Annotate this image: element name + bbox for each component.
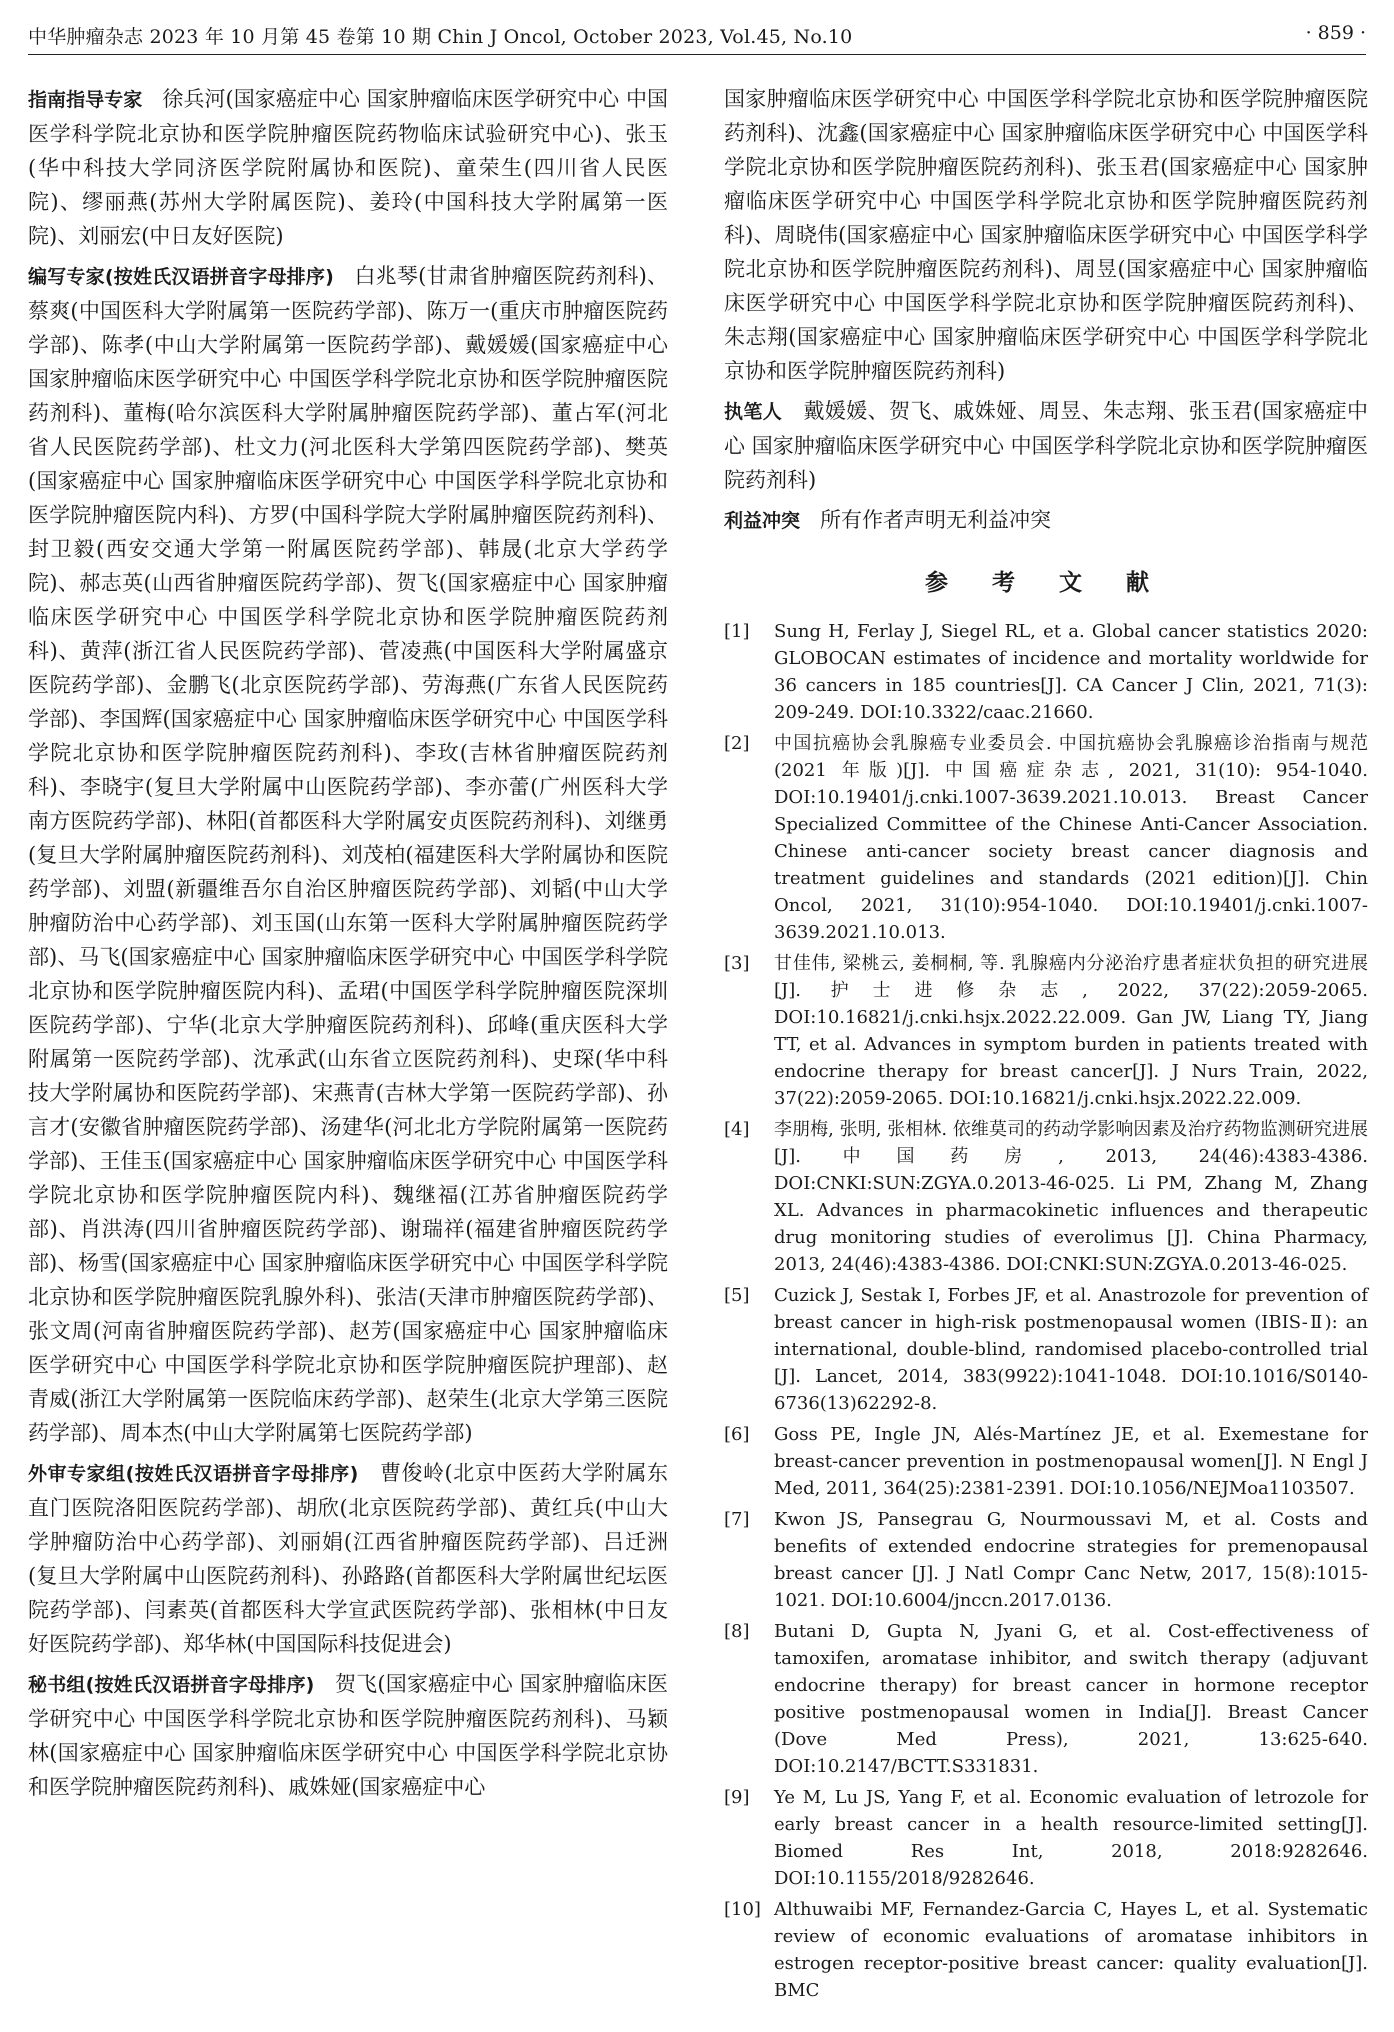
guide-experts-text: 徐兵河(国家癌症中心 国家肿瘤临床医学研究中心 中国医学科学院北京协和医学院肿瘤医院药物临床试验研究中心)、张玉(华中科技大学同济医学院附属协和医院)、童荣生(四川省人民医院)、缪丽燕(苏州大学附属医院)、姜玲(中国科技大学附属第一医院)、刘丽宏(中日友好医院): [28, 87, 668, 248]
secretaries-text-left: 贺飞(国家癌症中心 国家肿瘤临床医学研究中心 中国医学科学院北京协和医学院肿瘤医院药剂科)、马颖林(国家癌症中心 国家肿瘤临床医学研究中心 中国医学科学院北京协和医学院肿瘤医院药剂科)、戚姝娅(国家癌症中心: [28, 1672, 668, 1799]
conflict-text: 所有作者声明无利益冲突: [820, 508, 1052, 532]
secretaries-continued: [724, 82, 1368, 388]
conflict-paragraph: [724, 503, 1368, 538]
page-number: · 859 ·: [1305, 22, 1366, 44]
reference-item: [724, 1618, 1368, 1780]
reference-item: [724, 1784, 1368, 1892]
reference-text: Ye M, Lu JS, Yang F, et al. Economic evaluation of letrozole for early breast cancer in a health resource-limited setting[J]. Biomed Res Int, 2018, 2018:9282646. DOI:10.1155/2018/9282646.: [774, 1787, 1368, 1889]
review-experts-label: 外审专家组(按姓氏汉语拼音字母排序): [28, 1463, 359, 1485]
reference-number: [10]: [724, 1899, 761, 1920]
writers-paragraph: [724, 394, 1368, 497]
reference-text: 中国抗癌协会乳腺癌专业委员会. 中国抗癌协会乳腺癌诊治指南与规范(2021 年版)[J]. 中国癌症杂志, 2021, 31(10): 954-1040. DOI:10.19401/j.cnki.1007-3639.2021.10.013. Breast Cancer Specialized Committee of the Chinese Anti-Cancer Association. Chinese anti-cancer society breast cancer diagnosis and treatment guidelines and standards (2021 edition)[J]. Chin Oncol, 2021, 31(10):954-1040. DOI:10.19401/j.cnki.1007-3639.2021.10.013.: [774, 733, 1368, 943]
references-title: 参 考 文 献: [924, 570, 1168, 596]
reference-item: [724, 618, 1368, 726]
writing-experts-label: 编写专家(按姓氏汉语拼音字母排序): [28, 266, 334, 288]
reference-item: [724, 950, 1368, 1112]
reference-text: Butani D, Gupta N, Jyani G, et al. Cost-effectiveness of tamoxifen, aromatase inhibitor, and switch therapy (adjuvant endocrine therapy) for breast cancer in hormone receptor positive postmenopausal women in India[J]. Breast Cancer (Dove Med Press), 2021, 13:625-640. DOI:10.2147/BCTT.S331831.: [774, 1621, 1368, 1777]
references-list: [724, 618, 1368, 2004]
reference-number: [9]: [724, 1787, 750, 1808]
writing-experts-text: 白兆琴(甘肃省肿瘤医院药剂科)、蔡爽(中国医科大学附属第一医院药学部)、陈万一(重庆市肿瘤医院药学部)、陈孝(中山大学附属第一医院药学部)、戴媛媛(国家癌症中心 国家肿瘤临床医学研究中心 中国医学科学院北京协和医学院肿瘤医院药剂科)、董梅(哈尔滨医科大学附属肿瘤医院药学部)、董占军(河北省人民医院药学部)、杜文力(河北医科大学第四医院药学部)、樊英(国家癌症中心 国家肿瘤临床医学研究中心 中国医学科学院北京协和医学院肿瘤医院内科)、方罗(中国科学院大学附属肿瘤医院药剂科)、封卫毅(西安交通大学第一附属医院药学部)、韩晟(北京大学药学院)、郝志英(山西省肿瘤医院药学部)、贺飞(国家癌症中心 国家肿瘤临床医学研究中心 中国医学科学院北京协和医学院肿瘤医院药剂科)、黄萍(浙江省人民医院药学部)、菅凌燕(中国医科大学附属盛京医院药学部)、金鹏飞(北京医院药学部)、劳海燕(广东省人民医院药学部)、李国辉(国家癌症中心 国家肿瘤临床医学研究中心 中国医学科学院北京协和医学院肿瘤医院药剂科)、李玫(吉林省肿瘤医院药剂科)、李晓宇(复旦大学附属中山医院药学部)、李亦蕾(广州医科大学南方医院药学部)、林阳(首都医科大学附属安贞医院药剂科)、刘继勇(复旦大学附属肿瘤医院药剂科)、刘茂柏(福建医科大学附属协和医院药学部)、刘盟(新疆维吾尔自治区肿瘤医院药学部)、刘韬(中山大学肿瘤防治中心药学部)、刘玉国(山东第一医科大学附属肿瘤医院药学部)、马飞(国家癌症中心 国家肿瘤临床医学研究中心 中国医学科学院北京协和医学院肿瘤医院内科)、孟珺(中国医学科学院肿瘤医院深圳医院药学部)、宁华(北京大学肿瘤医院药剂科)、邱峰(重庆医科大学附属第一医院药学部)、沈承武(山东省立医院药剂科)、史琛(华中科技大学附属协和医院药学部)、宋燕青(吉林大学第一医院药学部)、孙言才(安徽省肿瘤医院药学部)、汤建华(河北北方学院附属第一医院药学部)、王佳玉(国家癌症中心 国家肿瘤临床医学研究中心 中国医学科学院北京协和医学院肿瘤医院内科)、魏继福(江苏省肿瘤医院药学部)、肖洪涛(四川省肿瘤医院药学部)、谢瑞祥(福建省肿瘤医院药学部)、杨雪(国家癌症中心 国家肿瘤临床医学研究中心 中国医学科学院北京协和医学院肿瘤医院乳腺外科)、张洁(天津市肿瘤医院药学部)、张文周(河南省肿瘤医院药学部)、赵芳(国家癌症中心 国家肿瘤临床医学研究中心 中国医学科学院北京协和医学院肿瘤医院护理部)、赵青威(浙江大学附属第一医院临床药学部)、赵荣生(北京大学第三医院药学部)、周本杰(中山大学附属第七医院药学部): [28, 264, 668, 1445]
reference-text: 甘佳伟, 梁桃云, 姜桐桐, 等. 乳腺癌内分泌治疗患者症状负担的研究进展[J]. 护士进修杂志, 2022, 37(22):2059-2065. DOI:10.16821/j.cnki.hsjx.2022.22.009. Gan JW, Liang TY, Jiang TT, et al. Advances in symptom burden in patients treated with endocrine therapy for breast cancer[J]. J Nurs Train, 2022, 37(22):2059-2065. DOI:10.16821/j.cnki.hsjx.2022.22.009.: [774, 953, 1368, 1109]
reference-number: [6]: [724, 1424, 750, 1445]
reference-number: [5]: [724, 1285, 750, 1306]
conflict-label: 利益冲突: [724, 510, 801, 532]
right-column: [724, 82, 1368, 2008]
secretaries-text-right: 国家肿瘤临床医学研究中心 中国医学科学院北京协和医学院肿瘤医院药剂科)、沈鑫(国家癌症中心 国家肿瘤临床医学研究中心 中国医学科学院北京协和医学院肿瘤医院药剂科)、张玉君(国家癌症中心 国家肿瘤临床医学研究中心 中国医学科学院北京协和医学院肿瘤医院药剂科)、周晓伟(国家癌症中心 国家肿瘤临床医学研究中心 中国医学科学院北京协和医学院肿瘤医院药剂科)、周昱(国家癌症中心 国家肿瘤临床医学研究中心 中国医学科学院北京协和医学院肿瘤医院药剂科)、朱志翔(国家癌症中心 国家肿瘤临床医学研究中心 中国医学科学院北京协和医学院肿瘤医院药剂科): [724, 87, 1368, 383]
writing-experts-paragraph: [28, 259, 668, 1450]
reference-text: Althuwaibi MF, Fernandez-Garcia C, Hayes L, et al. Systematic review of economic evaluations of aromatase inhibitors in estrogen receptor-positive breast cancer: quality evaluation[J]. BMC: [774, 1899, 1368, 2001]
reference-item: [724, 1896, 1368, 2004]
left-column: [28, 82, 668, 1810]
reference-number: [8]: [724, 1621, 750, 1642]
reference-number: [2]: [724, 733, 750, 754]
journal-info: 中华肿瘤杂志 2023 年 10 月第 45 卷第 10 期 Chin J Oncol, October 2023, Vol.45, No.10: [28, 26, 853, 48]
reference-text: Cuzick J, Sestak I, Forbes JF, et al. Anastrozole for prevention of breast cancer in high-risk postmenopausal women (IBIS-Ⅱ): an international, double-blind, randomised placebo-controlled trial [J]. Lancet, 2014, 383(9922):1041-1048. DOI:10.1016/S0140-6736(13)62292-8.: [774, 1285, 1368, 1414]
reference-item: [724, 1421, 1368, 1502]
reference-item: [724, 730, 1368, 946]
secretaries-label: 秘书组(按姓氏汉语拼音字母排序): [28, 1674, 315, 1696]
reference-text: Sung H, Ferlay J, Siegel RL, et a. Global cancer statistics 2020: GLOBOCAN estimates of incidence and mortality worldwide for 36 cancers in 185 countries[J]. CA Cancer J Clin, 2021, 71(3): 209-249. DOI:10.3322/caac.21660.: [774, 621, 1368, 723]
reference-text: Kwon JS, Pansegrau G, Nourmoussavi M, et al. Costs and benefits of extended endocrine strategies for premenopausal breast cancer [J]. J Natl Compr Canc Netw, 2017, 15(8):1015-1021. DOI:10.6004/jnccn.2017.0136.: [774, 1509, 1368, 1611]
writers-label: 执笔人: [724, 401, 783, 423]
writers-text: 戴媛媛、贺飞、戚姝娅、周昱、朱志翔、张玉君(国家癌症中心 国家肿瘤临床医学研究中心 中国医学科学院北京协和医学院肿瘤医院药剂科): [724, 399, 1368, 492]
reference-text: Goss PE, Ingle JN, Alés-Martínez JE, et al. Exemestane for breast-cancer prevention in postmenopausal women[J]. N Engl J Med, 2011, 364(25):2381-2391. DOI:10.1056/NEJMoa1103507.: [774, 1424, 1368, 1499]
review-experts-paragraph: [28, 1456, 668, 1661]
reference-number: [4]: [724, 1119, 750, 1140]
reference-item: [724, 1282, 1368, 1417]
reference-number: [1]: [724, 621, 750, 642]
reference-item: [724, 1116, 1368, 1278]
reference-number: [7]: [724, 1509, 750, 1530]
reference-number: [3]: [724, 953, 750, 974]
reference-text: 李朋梅, 张明, 张相林. 依维莫司的药动学影响因素及治疗药物监测研究进展[J]. 中国药房, 2013, 24(46):4383-4386. DOI:CNKI:SUN:ZGYA.0.2013-46-025. Li PM, Zhang M, Zhang XL. Advances in pharmacokinetic influences and therapeutic drug monitoring studies of everolimus [J]. China Pharmacy, 2013, 24(46):4383-4386. DOI:CNKI:SUN:ZGYA.0.2013-46-025.: [774, 1119, 1368, 1275]
secretaries-paragraph: [28, 1667, 668, 1804]
guide-experts-paragraph: [28, 82, 668, 253]
reference-item: [724, 1506, 1368, 1614]
review-experts-text: 曹俊岭(北京中医药大学附属东直门医院洛阳医院药学部)、胡欣(北京医院药学部)、黄红兵(中山大学肿瘤防治中心药学部)、刘丽娟(江西省肿瘤医院药学部)、吕迁洲(复旦大学附属中山医院药剂科)、孙路路(首都医科大学附属世纪坛医院药学部)、闫素英(首都医科大学宣武医院药学部)、张相林(中日友好医院药学部)、郑华林(中国国际科技促进会): [28, 1461, 668, 1656]
guide-experts-label: 指南指导专家: [28, 89, 143, 111]
running-header: [28, 22, 1366, 55]
